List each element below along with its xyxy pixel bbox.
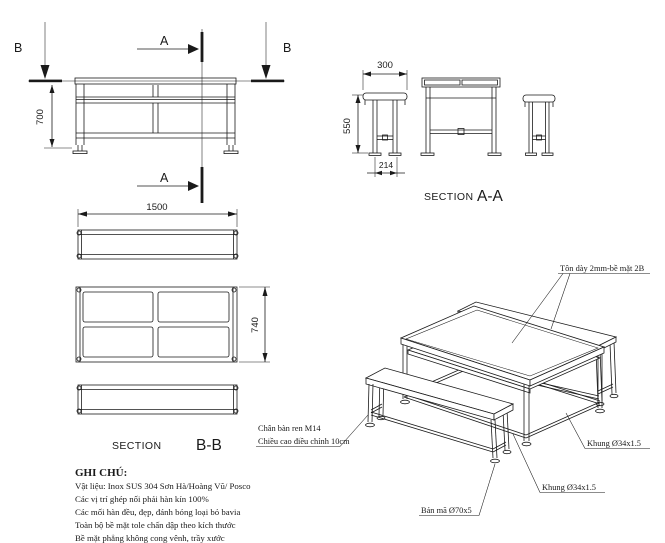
dim-740-text: 740 [250, 317, 261, 333]
section-aa-title: A-A [477, 188, 503, 205]
callout-frame-1-text: Khung Ø34x1.5 [587, 439, 641, 448]
note-line-2: Các vị trí ghép nối phải hàn kín 100% [75, 494, 209, 504]
aa-bench-right [523, 95, 555, 155]
section-bb-title-prefix: SECTION [112, 440, 162, 452]
callout-frame-2-text: Khung Ø34x1.5 [542, 483, 596, 492]
aa-table-middle [421, 78, 501, 155]
section-aa-view [342, 60, 555, 205]
dim-300-text: 300 [377, 60, 393, 71]
callout-sheet-text: Tôn dày 2mm-bề mặt 2B [560, 264, 645, 273]
section-marker-a-top: A [160, 34, 169, 48]
section-bb-title: B-B [196, 437, 222, 454]
dim-740 [239, 287, 270, 362]
dim-300 [363, 60, 407, 90]
dim-700 [35, 85, 72, 148]
dim-214-text: 214 [378, 160, 394, 170]
bench-top-view-1 [77, 230, 238, 259]
callout-foot-line2: Chiều cao điều chỉnh 10cm [258, 437, 350, 446]
section-aa-title-prefix: SECTION [424, 191, 474, 203]
table-top-view [76, 287, 237, 362]
callout-foot-line1: Chân bàn ren M14 [258, 424, 321, 433]
note-line-1: Vật liệu: Inox SUS 304 Sơn Hà/Hoàng Vũ/ Posco [75, 481, 251, 491]
section-marker-b-left: B [14, 41, 23, 55]
dim-700-text: 700 [35, 109, 46, 125]
aa-bench-left [363, 93, 407, 155]
notes-block [75, 467, 251, 543]
dim-1500 [78, 202, 237, 227]
dim-550-text: 550 [342, 118, 353, 134]
section-marker-a-bottom: A [160, 171, 169, 185]
notes-title: GHI CHÚ: [75, 467, 128, 479]
iso-front-bench [366, 368, 514, 463]
dim-550 [342, 95, 368, 153]
isometric-view [256, 264, 650, 516]
callout-plate [419, 464, 495, 516]
callout-foot [256, 415, 368, 447]
note-line-4: Toàn bộ bề mặt tole chấn dập theo kích thước [75, 520, 236, 530]
top-views [76, 202, 270, 454]
front-elevation-view [14, 22, 291, 203]
dim-214 [367, 157, 405, 177]
callout-plate-text: Bản mã Ø70x5 [421, 506, 472, 515]
note-line-3: Các mối hàn đều, đẹp, đánh bóng loại bỏ bavia [75, 507, 241, 517]
callout-frame-1 [566, 413, 650, 449]
table-front-outline [73, 78, 238, 154]
section-marker-b-right: B [283, 41, 292, 55]
note-line-5: Bề mặt phẳng không cong vênh, trầy xước [75, 533, 225, 543]
dim-1500-text: 1500 [146, 202, 168, 213]
bench-top-view-2 [77, 385, 238, 414]
